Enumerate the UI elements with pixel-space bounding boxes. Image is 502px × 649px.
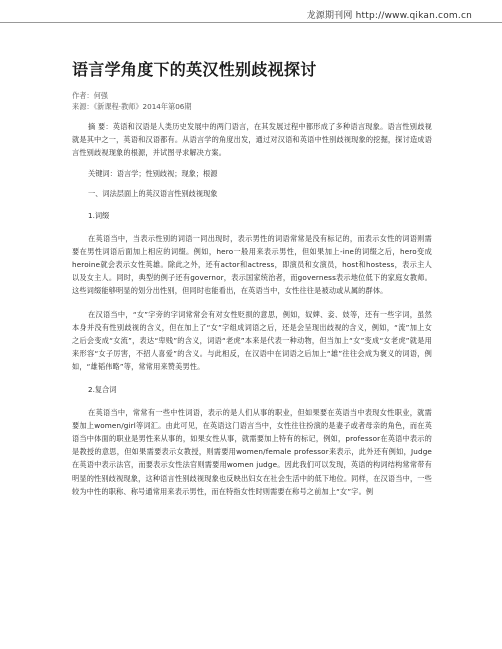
article-author: 作者：何强 (72, 91, 108, 100)
article-source: 来源：《新课程·教师》2014年第06期 (72, 102, 192, 111)
paragraph-chinese-affix: 在汉语当中，“女”字旁的字词常常会有对女性贬损的意思，例如，奴婢、妾、妓等，还有一些字词，虽然本身并没有性别歧视的含义，但在加上了“女”字组成词语之后，还是会呈现出歧视的含义，例如，“流”加上女之后会变成“女流”，表达“卑贱”的含义，词语“老虎”本来是代表一种动物，但当加上“女”变成“女老虎”就是用来形容“女子厉害，不招人喜爱”的含义。与此相反，在汉语中在词语之后加上“雄”往往会成为褒义的词语，例如，“雄韬伟略”等，常常用来赞美男性。 (72, 309, 432, 372)
article-abstract: 摘 要：英语和汉语是人类历史发展中的两门语言，在其发展过程中都形成了多种语言现象。语言性别歧视就是其中之一，英语和汉语都有。从语言学的角度出发，通过对汉语和英语中性别歧视现象的挖掘，探讨造成语言性别歧视现象的根源，并试图寻求解决方案。 (72, 122, 432, 158)
article-keywords: 关键词：语言学；性别歧视；现象；根源 (88, 168, 218, 178)
article (72, 60, 432, 498)
subheading-compound: 2.复合词 (88, 384, 117, 394)
paragraph-compound-words: 在英语当中，常常有一些中性词语，表示的是人们从事的职业，但如果要在英语当中表现女性职业，就需要加上women/girl等词汇。由此可见，在英语这门语言当中，女性往往扮演的是妻子或者母亲的角色，而在英语当中体面的职业是男性来从事的，如果女性从事，就需要加上特有的标记，例如，professor在英语中表示的是教授的意思，但如果需要表示女教授，则需要用women/female professor来表示，此外还有例如，Judge在英语中表示法官，而要表示女性法官则需要用women judge。因此我们可以发现，英语的构词结构常常带有明显的性别歧视现象，这种语言性别歧视现象也反映出妇女在社会生活中的低下地位。同样，在汉语当中，一些较为中性的职称、称号通常用来表示男性，而在特指女性时则需要在称号之前加上“女”字。例 (72, 407, 432, 496)
header-divider (0, 22, 502, 23)
subheading-affix: 1.词缀 (88, 210, 110, 220)
section-heading-1: 一、词法层面上的英汉语言性别歧视现象 (88, 188, 218, 198)
article-title: 语言学角度下的英汉性别歧视探讨 (72, 60, 317, 79)
header-site-url: 龙源期刊网 http://www.qikan.com.cn (306, 11, 472, 21)
paragraph-english-affix: 在英语当中，当表示性别的词语一同出现时，表示男性的词语常常是没有标记的，而表示女性的词语则需要在男性词语后面加上相应的词缀。例如，hero一般用来表示男性，但如果加上-ine的词缀之后，hero变成heroine就会表示女性英雄。除此之外，还有actor和actress，即演员和女演员，host和hostess，表示主人以及女主人。同时，典型的例子还有governor，表示国家统治者，而governess表示地位低下的家庭女教师。这些词缀能够明显的划分出性别，但同时也能看出，在英语当中，女性往往是被动或从属的群体。 (72, 233, 432, 296)
